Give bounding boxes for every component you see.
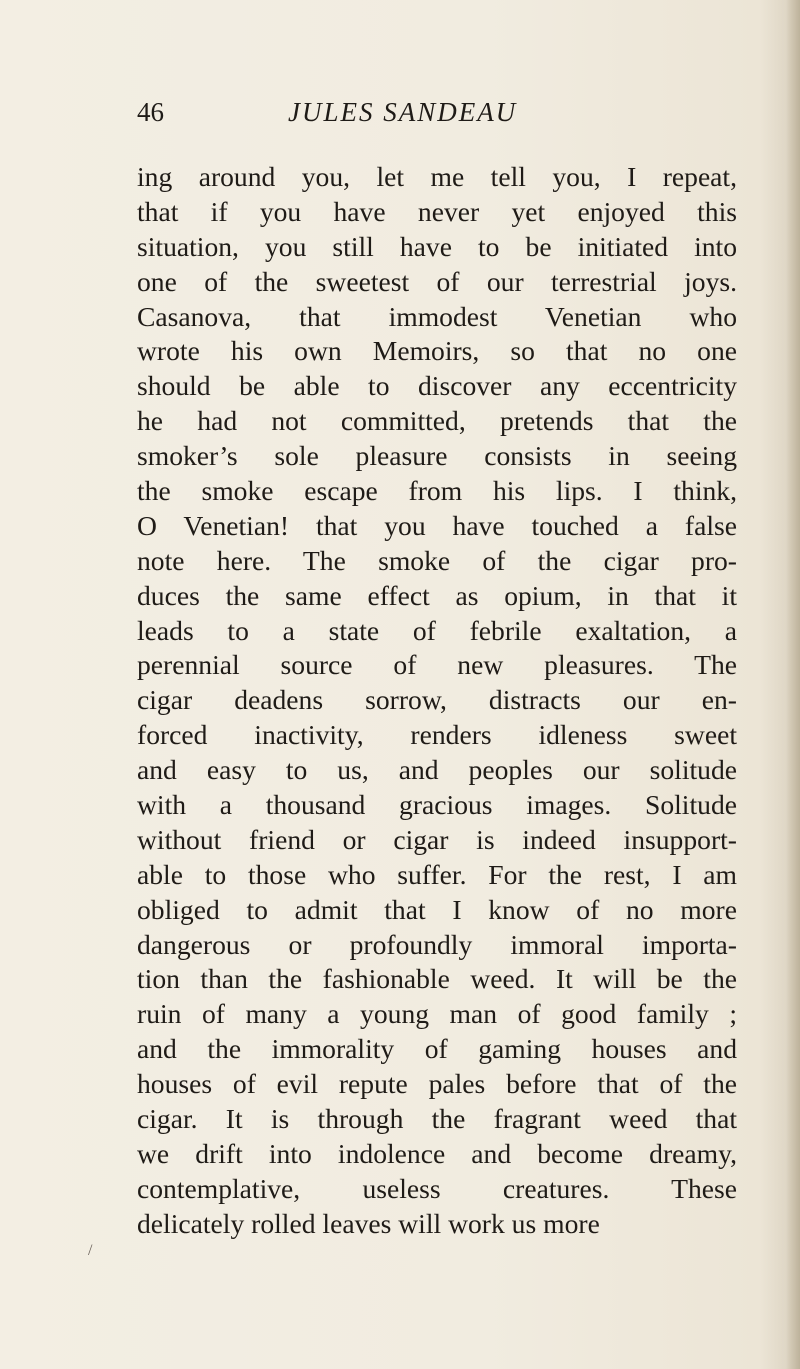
text-line: and the immorality of gaming houses and [137,1033,737,1065]
text-line: ing around you, let me tell you, I repeat, [137,161,737,192]
margin-mark: / [88,1242,93,1259]
text-line: Casanova, that immodest Venetian who [137,300,737,332]
text-line: tion than the fashionable weed. It will be the [137,963,737,995]
text-line: he had not committed, pretends that the [137,405,737,437]
text-line: the smoke escape from his lips. I think, [137,475,737,507]
text-line: cigar. It is through the fragrant weed that [137,1103,737,1135]
text-line: dangerous or profoundly immoral importa- [137,928,737,960]
text-line: situation, you still have to be initiated into [137,230,737,262]
text-line: without friend or cigar is indeed insupport- [137,823,737,855]
text-line: contemplative, useless creatures. These [137,1172,737,1204]
text-line: perennial source of new pleasures. The [137,649,737,681]
text-line: note here. The smoke of the cigar pro- [137,544,737,576]
page-number: 46 [137,97,164,127]
text-line: O Venetian! that you have touched a false [137,509,737,541]
text-line: obliged to admit that I know of no more [137,893,737,925]
text-line: with a thousand gracious images. Solitude [137,789,737,821]
text-line: wrote his own Memoirs, so that no one [137,335,737,367]
text-line: delicately rolled leaves will work us more [137,1207,600,1239]
text-line: should be able to discover any eccentricity [137,370,737,402]
text-line: ruin of many a young man of good family ; [137,998,737,1030]
text-line: cigar deadens sorrow, distracts our en- [137,684,737,716]
page-header [137,92,737,132]
text-line: smoker’s sole pleasure consists in seeing [137,440,737,472]
text-line: that if you have never yet enjoyed this [137,195,737,227]
text-line: one of the sweetest of our terrestrial joys. [137,265,737,297]
text-line: duces the same effect as opium, in that it [137,579,737,611]
text-line: forced inactivity, renders idleness sweet [137,719,737,751]
text-line: we drift into indolence and become dreamy, [137,1137,737,1169]
text-line: houses of evil repute pales before that of the [137,1068,737,1100]
body-text [137,160,737,1242]
running-head: JULES SANDEAU [288,97,518,127]
text-line: and easy to us, and peoples our solitude [137,754,737,786]
text-line: able to those who suffer. For the rest, I am [137,858,737,890]
page-edge-shadow [786,0,800,1369]
text-line: leads to a state of febrile exaltation, a [137,614,737,646]
